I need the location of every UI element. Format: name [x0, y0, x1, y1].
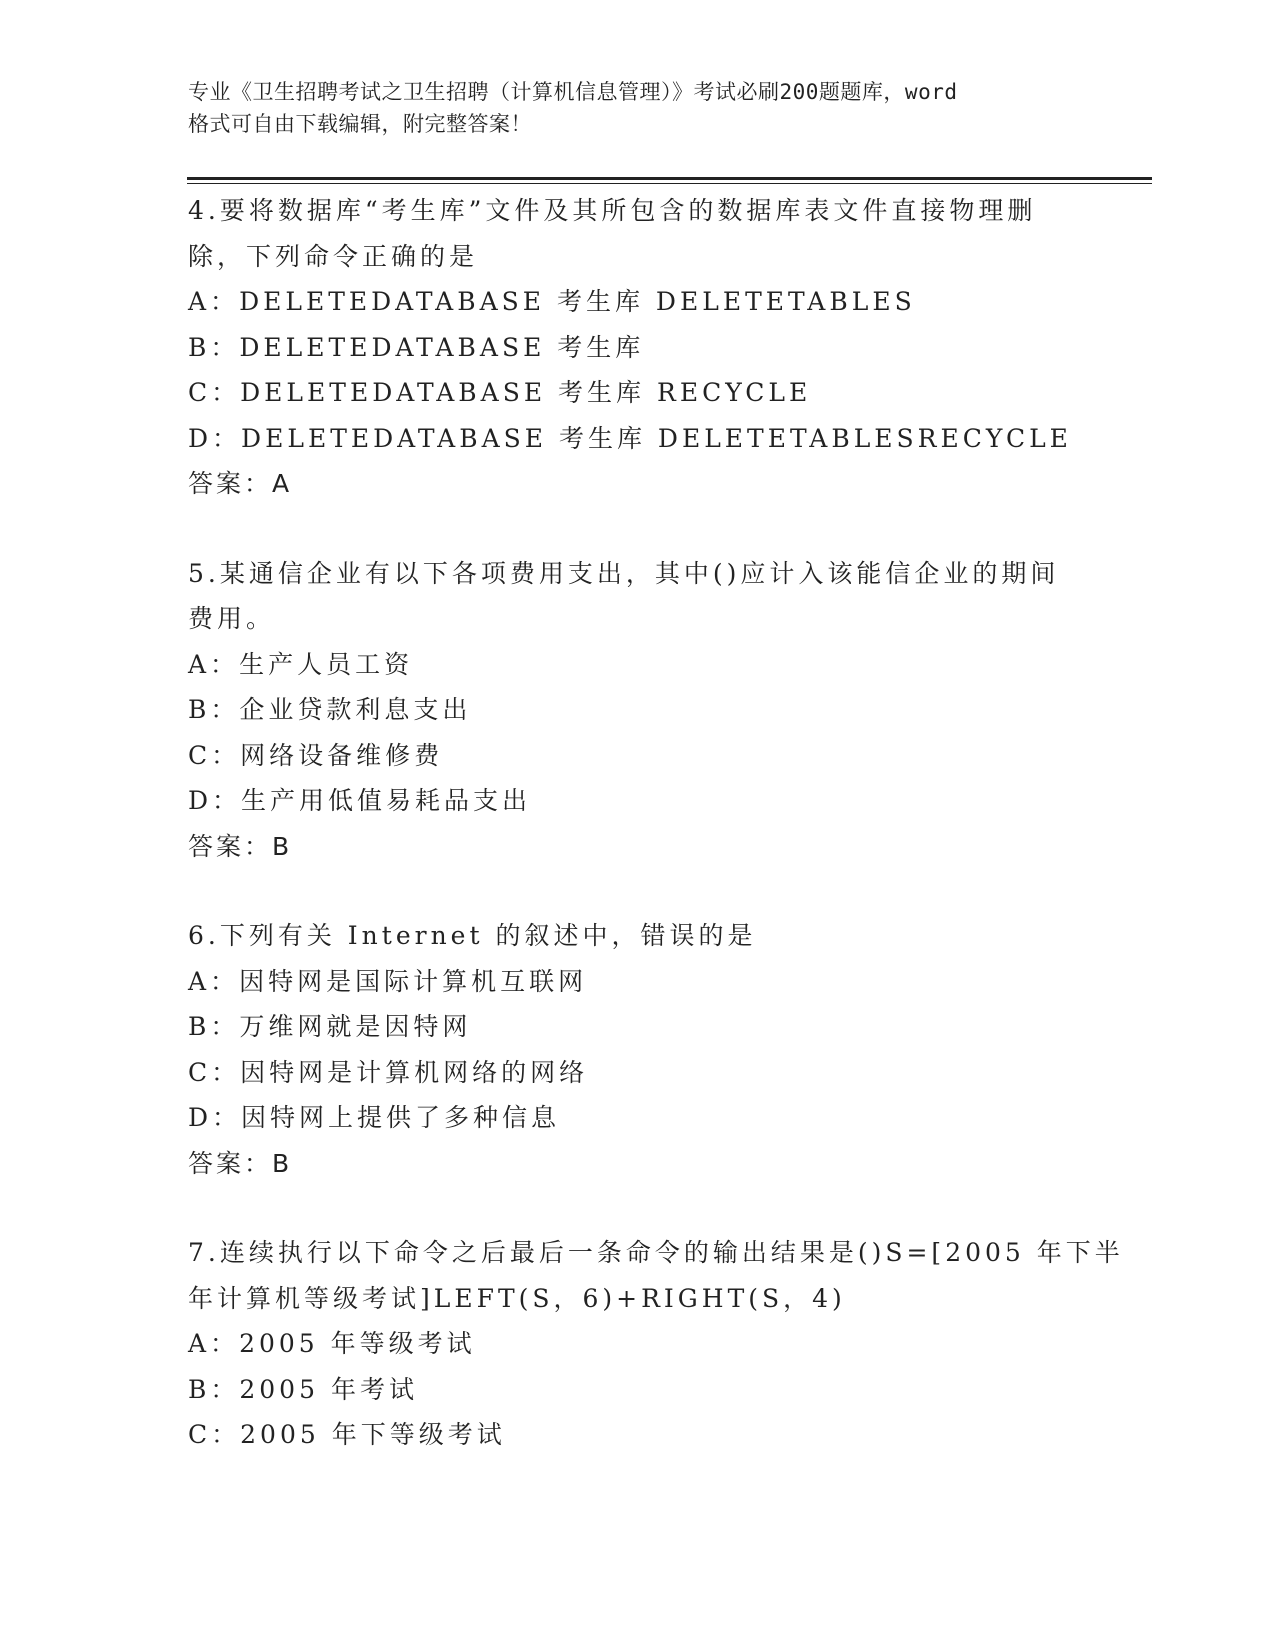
question-stem-line: 除，下列命令正确的是	[188, 241, 479, 271]
question-item	[188, 188, 1088, 507]
option-text: 因特网上提供了多种信息	[241, 1103, 561, 1132]
option-letter: A：	[188, 966, 240, 996]
option-a	[188, 959, 1088, 1005]
question-list	[188, 188, 1124, 1502]
option-letter: D：	[188, 1103, 242, 1132]
option-a	[188, 279, 1088, 325]
question-stem-line: 6.下列有关 Internet 的叙述中，错误的是	[188, 921, 757, 950]
option-letter: C：	[188, 1420, 241, 1449]
option-text: 2005 年下等级考试	[240, 1420, 506, 1449]
option-letter: A：	[188, 649, 240, 679]
header-divider-thick	[187, 177, 1152, 180]
question-item	[188, 1230, 1124, 1458]
option-text: DELETEDATABASE 考生库	[239, 332, 645, 362]
option-letter: A：	[188, 1329, 240, 1358]
option-text: 2005 年等级考试	[239, 1329, 476, 1358]
option-text: 生产人员工资	[239, 649, 414, 679]
option-text: 万维网就是因特网	[239, 1012, 472, 1041]
option-b	[188, 325, 1088, 371]
option-c	[188, 1050, 1088, 1096]
option-text: 网络设备维修费	[240, 740, 444, 770]
question-stem-line: 4.要将数据库“考生库”文件及其所包含的数据库表文件直接物理删	[188, 196, 1037, 225]
option-b	[188, 1004, 1088, 1050]
option-letter: B：	[188, 1374, 240, 1404]
option-letter: B：	[188, 695, 240, 724]
option-text: 生产用低值易耗品支出	[241, 786, 532, 815]
option-letter: A：	[188, 287, 240, 316]
question-stem-line: 费用。	[188, 604, 276, 633]
option-text: 因特网是计算机网络的网络	[240, 1057, 589, 1087]
option-letter: B：	[188, 332, 240, 362]
option-b	[188, 687, 1088, 733]
option-letter: B：	[188, 1012, 240, 1041]
question-item	[188, 551, 1088, 870]
option-letter: D：	[188, 786, 242, 815]
option-d	[188, 1095, 1088, 1141]
header-divider-thin	[187, 183, 1152, 184]
header-line-2: 格式可自由下载编辑，附完整答案！	[188, 112, 532, 136]
option-text: DELETEDATABASE 考生库 RECYCLE	[240, 378, 812, 407]
option-c	[188, 733, 1088, 779]
question-stem-line: 年计算机等级考试]LEFT(S，6)+RIGHT(S，4)	[188, 1283, 846, 1313]
option-letter: C：	[188, 740, 241, 770]
answer-line: 答案：B	[188, 1148, 293, 1178]
option-letter: D：	[188, 423, 242, 453]
option-d	[188, 778, 1088, 824]
answer-line: 答案：A	[188, 469, 293, 498]
header-line-1: 专业《卫生招聘考试之卫生招聘（计算机信息管理）》考试必刷200题题库，word	[188, 80, 958, 104]
option-text: DELETEDATABASE 考生库 DELETETABLESRECYCLE	[241, 423, 1072, 453]
option-a	[188, 642, 1088, 688]
option-text: DELETEDATABASE 考生库 DELETETABLES	[239, 287, 916, 316]
option-a	[188, 1321, 1088, 1367]
option-text: 2005 年考试	[239, 1374, 418, 1404]
option-text: 企业贷款利息支出	[239, 695, 472, 724]
option-letter: C：	[188, 378, 241, 407]
document-header	[188, 76, 1088, 140]
question-stem-line: 7.连续执行以下命令之后最后一条命令的输出结果是()S=[2005 年下半	[188, 1238, 1124, 1267]
option-b	[188, 1367, 1088, 1413]
option-c	[188, 370, 1088, 416]
option-d	[188, 416, 1088, 462]
option-text: 因特网是国际计算机互联网	[239, 966, 588, 996]
answer-line: 答案：B	[188, 831, 293, 861]
option-letter: C：	[188, 1057, 241, 1087]
question-item	[188, 913, 1088, 1186]
question-stem-line: 5.某通信企业有以下各项费用支出，其中()应计入该能信企业的期间	[188, 558, 1060, 588]
option-c	[188, 1412, 1088, 1458]
